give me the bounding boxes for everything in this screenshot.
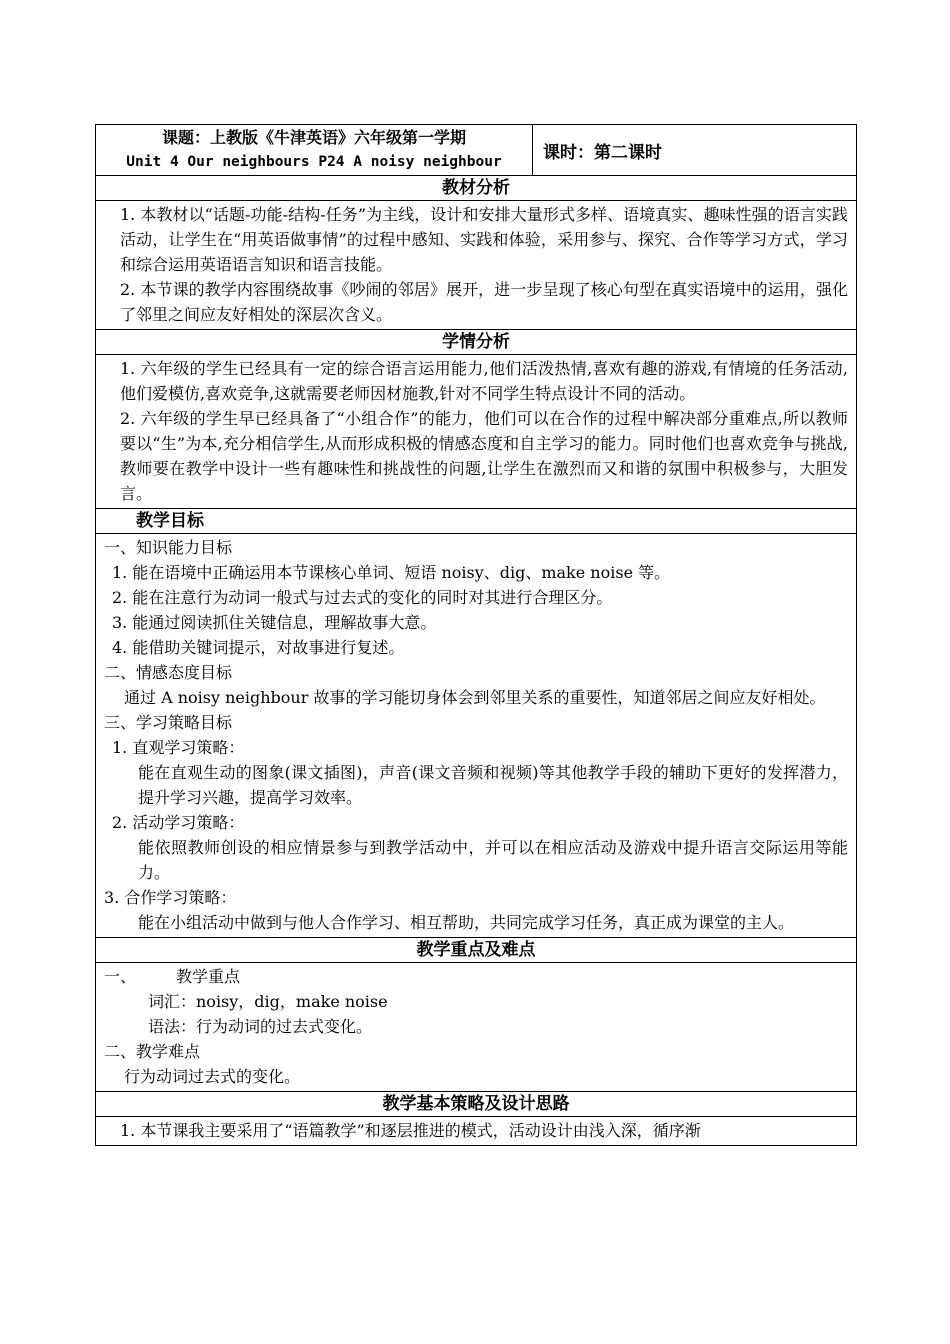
emotion-goal-title: 二、情感态度目标	[104, 663, 233, 682]
unit-title: Unit 4 Our neighbours P24 A noisy neighbour	[126, 154, 502, 170]
knowledge-goal-4: 4. 能借助关键词提示，对故事进行复述。	[112, 638, 405, 657]
focus-grammar: 语法：行为动词的过去式变化。	[148, 1017, 373, 1036]
activity-strategy-title: 2. 活动学习策略：	[112, 813, 245, 832]
students-paragraph-2: 2. 六年级的学生早已经具备了“小组合作”的能力，他们可以在合作的过程中解决部分重难点,所以教师要以“生”为本,充分相信学生,从而形成积极的情感态度和自主学习的能力。同时他们也喜欢竞争与挑战,教师要在教学中设计一些有趣味性和挑战性的问题,让学生在激烈而又和谐的氛围中积极参与，大胆发言。	[120, 409, 848, 503]
visual-strategy-title: 1. 直观学习策略：	[112, 738, 245, 757]
section-heading-material: 教材分析	[96, 176, 857, 201]
focus-number: 一、	[104, 967, 137, 986]
knowledge-goal-title: 一、知识能力目标	[104, 538, 233, 557]
knowledge-goal-3: 3. 能通过阅读抓住关键信息，理解故事大意。	[112, 613, 437, 632]
teaching-goals	[96, 534, 857, 938]
lesson-title-cell	[96, 125, 533, 176]
student-analysis	[96, 355, 857, 509]
lesson-title: 课题：上教版《牛津英语》六年级第一学期	[161, 128, 466, 147]
material-analysis	[96, 201, 857, 330]
emotion-goal-text: 通过 A noisy neighbour 故事的学习能切身体会到邻里关系的重要性，知道邻居之间应友好相处。	[124, 688, 826, 707]
lesson-plan-table	[95, 124, 857, 1146]
lesson-period: 课时：第二课时	[533, 125, 857, 176]
difficulty-title: 二、教学难点	[104, 1042, 201, 1061]
material-paragraph-1: 1. 本教材以“话题-功能-结构-任务”为主线，设计和安排大量形式多样、语境真实、趣味性强的语言实践活动，让学生在“用英语做事情”的过程中感知、实践和体验，采用参与、探究、合作等学习方式，学习和综合运用英语语言知识和语言技能。	[120, 205, 848, 274]
section-heading-strategy: 教学基本策略及设计思路	[96, 1092, 857, 1117]
title-row	[96, 125, 857, 176]
difficulty-text: 行为动词过去式的变化。	[124, 1067, 301, 1086]
section-heading-keypoints: 教学重点及难点	[96, 938, 857, 963]
focus-vocabulary: 词汇：noisy，dig，make noise	[148, 992, 388, 1011]
lesson-plan-document	[95, 124, 856, 1146]
cooperative-strategy-text: 能在小组活动中做到与他人合作学习、相互帮助，共同完成学习任务，真正成为课堂的主人。	[138, 913, 795, 932]
strategy-paragraph-1: 1. 本节课我主要采用了“语篇教学”和逐层推进的模式，活动设计由浅入深，循序渐	[120, 1121, 701, 1140]
focus-title-line	[104, 964, 848, 989]
focus-title: 教学重点	[176, 967, 241, 986]
section-heading-students: 学情分析	[96, 330, 857, 355]
section-heading-goals: 教学目标	[96, 509, 857, 534]
cooperative-strategy-title: 3. 合作学习策略：	[104, 888, 237, 907]
teaching-strategy	[96, 1117, 857, 1146]
knowledge-goal-2: 2. 能在注意行为动词一般式与过去式的变化的同时对其进行合理区分。	[112, 588, 613, 607]
material-paragraph-2: 2. 本节课的教学内容围绕故事《吵闹的邻居》展开，进一步呈现了核心句型在真实语境中的运用，强化了邻里之间应友好相处的深层次含义。	[120, 280, 848, 324]
students-paragraph-1: 1. 六年级的学生已经具有一定的综合语言运用能力,他们活泼热情,喜欢有趣的游戏,有情境的任务活动,他们爱模仿,喜欢竞争,这就需要老师因材施教,针对不同学生特点设计不同的活动。	[120, 359, 848, 403]
activity-strategy-text: 能依照教师创设的相应情景参与到教学活动中，并可以在相应活动及游戏中提升语言交际运用等能力。	[138, 838, 848, 882]
knowledge-goal-1: 1. 能在语境中正确运用本节课核心单词、短语 noisy、dig、make noise 等。	[112, 563, 671, 582]
key-and-difficult-points	[96, 963, 857, 1092]
strategy-goal-title: 三、学习策略目标	[104, 713, 233, 732]
visual-strategy-text: 能在直观生动的图象(课文插图)，声音(课文音频和视频)等其他教学手段的辅助下更好的发挥潜力，提升学习兴趣，提高学习效率。	[138, 763, 848, 807]
